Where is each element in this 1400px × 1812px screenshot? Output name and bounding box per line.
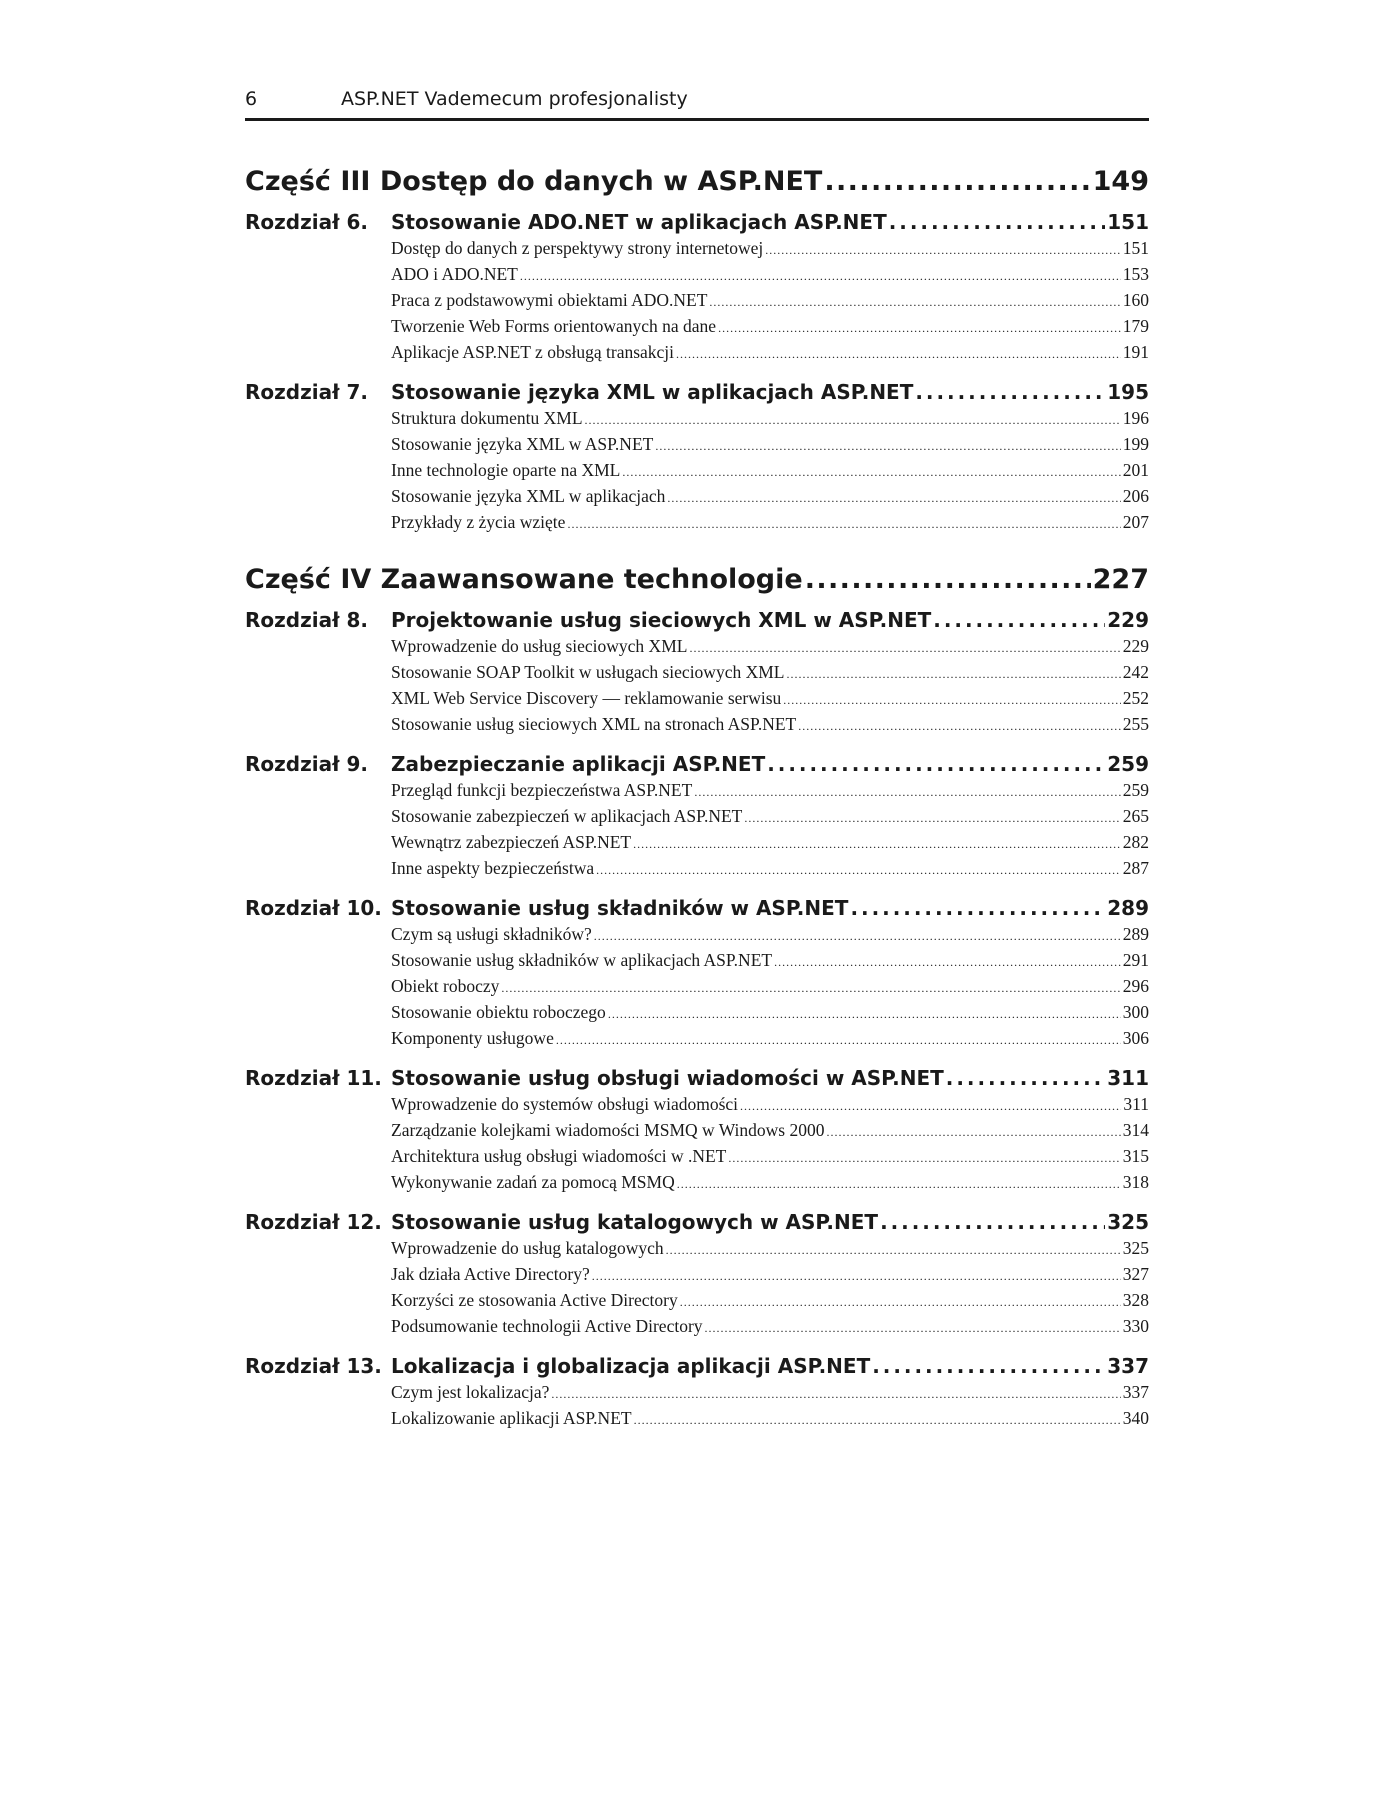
chapter-title: Projektowanie usług sieciowych XML w ASP.NET [391,608,932,632]
chapter-page: 325 [1107,1210,1149,1234]
toc-chapter [245,750,1149,882]
dot-leader [740,1094,1121,1118]
section-title: Stosowanie obiektu roboczego [391,1002,606,1022]
dot-leader [676,342,1121,366]
dot-leader [718,316,1121,340]
dot-leader [744,806,1120,830]
dot-leader [551,1382,1120,1406]
dot-leader [622,460,1120,484]
toc-section[interactable] [391,1314,1149,1340]
section-page: 160 [1122,290,1149,310]
chapter-title: Stosowanie usług katalogowych w ASP.NET [391,1210,879,1234]
section-page: 206 [1122,486,1149,506]
dot-leader [805,562,1091,598]
dot-leader [689,636,1120,660]
section-title: Wprowadzenie do usług sieciowych XML [391,636,688,656]
section-title: Komponenty usługowe [391,1028,554,1048]
dot-leader [596,858,1121,882]
toc-section[interactable] [391,1288,1149,1314]
section-title: Stosowanie języka XML w ASP.NET [391,434,654,454]
section-title: Przegląd funkcji bezpieczeństwa ASP.NET [391,780,693,800]
toc-section[interactable] [391,510,1149,536]
section-title: Inne aspekty bezpieczeństwa [391,858,595,878]
dot-leader [567,512,1120,536]
dot-leader [786,662,1120,686]
section-page: 300 [1122,1002,1149,1022]
page-number: 6 [245,88,258,110]
toc-section[interactable] [391,1406,1149,1432]
chapter-title-row[interactable] [391,208,1149,236]
section-page: 252 [1122,688,1149,708]
toc-section[interactable] [391,660,1149,686]
toc-section[interactable] [391,288,1149,314]
section-title: Stosowanie SOAP Toolkit w usługach sieciowych XML [391,662,785,682]
toc-section[interactable] [391,340,1149,366]
dot-leader [501,976,1120,1000]
section-page: 265 [1122,806,1149,826]
section-page: 337 [1122,1382,1149,1402]
part-title: Część III Dostęp do danych w ASP.NET [245,166,823,197]
toc-section[interactable] [391,1380,1149,1406]
toc-part[interactable] [245,164,1149,200]
toc-chapter [245,378,1149,536]
section-page: 327 [1122,1264,1149,1284]
toc-section[interactable] [391,974,1149,1000]
book-title: ASP.NET Vademecum profesjonalisty [341,88,688,110]
section-title: Stosowanie języka XML w aplikacjach [391,486,666,506]
toc-section[interactable] [391,484,1149,510]
dot-leader [850,894,1105,922]
dot-leader [946,1064,1105,1092]
section-title: Struktura dokumentu XML [391,408,583,428]
toc-section[interactable] [391,1236,1149,1262]
chapter-title: Zabezpieczanie aplikacji ASP.NET [391,752,766,776]
section-page: 330 [1122,1316,1149,1336]
part-page: 149 [1092,166,1149,197]
toc-section[interactable] [391,1170,1149,1196]
toc-section[interactable] [391,236,1149,262]
chapter-title: Lokalizacja i globalizacja aplikacji ASP.NET [391,1354,871,1378]
chapter-page: 289 [1107,896,1149,920]
section-page: 151 [1122,238,1149,258]
section-title: Wewnątrz zabezpieczeń ASP.NET [391,832,632,852]
chapter-label: Rozdział 11. [245,1066,382,1090]
toc-section[interactable] [391,948,1149,974]
dot-leader [728,1146,1120,1170]
dot-leader [594,924,1121,948]
part-title: Część IV Zaawansowane technologie [245,564,803,595]
chapter-title-row[interactable] [391,1208,1149,1236]
dot-leader [889,208,1106,236]
section-page: 207 [1122,512,1149,532]
chapter-label: Rozdział 13. [245,1354,382,1378]
dot-leader [774,950,1121,974]
section-page: 287 [1122,858,1149,878]
toc-section[interactable] [391,634,1149,660]
dot-leader [634,1408,1121,1432]
dot-leader [783,688,1120,712]
chapter-page: 229 [1107,608,1149,632]
toc-section[interactable] [391,1000,1149,1026]
dot-leader [705,1316,1121,1340]
dot-leader [826,1120,1120,1144]
section-page: 153 [1122,264,1149,284]
toc-section[interactable] [391,922,1149,948]
toc-section[interactable] [391,1144,1149,1170]
chapter-label: Rozdział 7. [245,380,368,404]
dot-leader [585,408,1121,432]
toc-section[interactable] [391,1026,1149,1052]
toc-chapter [245,208,1149,366]
chapter-label: Rozdział 8. [245,608,368,632]
toc-section[interactable] [391,778,1149,804]
dot-leader [633,832,1121,856]
dot-leader [933,606,1105,634]
section-title: Lokalizowanie aplikacji ASP.NET [391,1408,632,1428]
section-title: Inne technologie oparte na XML [391,460,621,480]
toc-section[interactable] [391,1262,1149,1288]
section-title: Tworzenie Web Forms orientowanych na dane [391,316,717,336]
section-title: Czym jest lokalizacja? [391,1382,550,1402]
toc-section[interactable] [391,406,1149,432]
section-page: 325 [1122,1238,1149,1258]
section-page: 306 [1122,1028,1149,1048]
section-page: 318 [1122,1172,1149,1192]
dot-leader [798,714,1121,738]
section-title: Obiekt roboczy [391,976,500,996]
chapter-title-row[interactable] [391,894,1149,922]
chapter-label: Rozdział 6. [245,210,368,234]
dot-leader [667,486,1120,510]
section-page: 289 [1122,924,1149,944]
dot-leader [915,378,1105,406]
chapter-title: Stosowanie języka XML w aplikacjach ASP.NET [391,380,914,404]
toc-section[interactable] [391,1118,1149,1144]
dot-leader [680,1290,1121,1314]
section-title: Jak działa Active Directory? [391,1264,590,1284]
section-page: 191 [1122,342,1149,362]
dot-leader [520,264,1121,288]
chapter-label: Rozdział 12. [245,1210,382,1234]
dot-leader [694,780,1120,804]
section-page: 179 [1122,316,1149,336]
toc-section[interactable] [391,712,1149,738]
toc-section[interactable] [391,1092,1149,1118]
toc-part[interactable] [245,562,1149,598]
dot-leader [556,1028,1121,1052]
dot-leader [608,1002,1121,1026]
section-page: 296 [1122,976,1149,996]
toc-chapter [245,606,1149,738]
section-title: Podsumowanie technologii Active Directory [391,1316,703,1336]
dot-leader [677,1172,1121,1196]
section-page: 291 [1122,950,1149,970]
section-page: 196 [1122,408,1149,428]
chapter-label: Rozdział 9. [245,752,368,776]
chapter-title-row[interactable] [391,606,1149,634]
section-title: Stosowanie usług składników w aplikacjach ASP.NET [391,950,773,970]
section-title: Dostęp do danych z perspektywy strony internetowej [391,238,764,258]
dot-leader [767,750,1105,778]
toc-section[interactable] [391,830,1149,856]
section-page: 242 [1122,662,1149,682]
toc-section[interactable] [391,804,1149,830]
chapter-page: 311 [1107,1066,1149,1090]
section-page: 311 [1123,1094,1149,1114]
chapter-title-row[interactable] [391,378,1149,406]
section-page: 315 [1122,1146,1149,1166]
toc-chapter [245,1208,1149,1340]
section-title: Przykłady z życia wzięte [391,512,566,532]
dot-leader [765,238,1120,262]
section-page: 340 [1122,1408,1149,1428]
toc-chapter [245,894,1149,1052]
chapter-page: 195 [1107,380,1149,404]
dot-leader [824,164,1090,200]
table-of-contents [245,164,1149,1432]
section-title: Zarządzanie kolejkami wiadomości MSMQ w Windows 2000 [391,1120,825,1140]
section-page: 199 [1122,434,1149,454]
dot-leader [666,1238,1121,1262]
section-page: 328 [1122,1290,1149,1310]
section-title: Stosowanie usług sieciowych XML na stronach ASP.NET [391,714,797,734]
toc-section[interactable] [391,686,1149,712]
toc-chapter [245,1064,1149,1196]
chapter-page: 151 [1107,210,1149,234]
chapter-title: Stosowanie usług składników w ASP.NET [391,896,849,920]
section-title: Architektura usług obsługi wiadomości w .NET [391,1146,727,1166]
toc-section[interactable] [391,458,1149,484]
dot-leader [872,1352,1105,1380]
chapter-title: Stosowanie ADO.NET w aplikacjach ASP.NET [391,210,887,234]
section-page: 259 [1122,780,1149,800]
chapter-title-row[interactable] [391,1352,1149,1380]
toc-section[interactable] [391,856,1149,882]
section-title: Korzyści ze stosowania Active Directory [391,1290,678,1310]
section-page: 255 [1122,714,1149,734]
section-title: Wykonywanie zadań za pomocą MSMQ [391,1172,675,1192]
dot-leader [709,290,1120,314]
chapter-page: 259 [1107,752,1149,776]
section-page: 229 [1122,636,1149,656]
section-title: Czym są usługi składników? [391,924,592,944]
dot-leader [592,1264,1121,1288]
dot-leader [655,434,1120,458]
section-page: 314 [1122,1120,1149,1140]
section-title: Aplikacje ASP.NET z obsługą transakcji [391,342,675,362]
section-title: Wprowadzenie do usług katalogowych [391,1238,664,1258]
section-title: Praca z podstawowymi obiektami ADO.NET [391,290,708,310]
toc-section[interactable] [391,314,1149,340]
section-title: ADO i ADO.NET [391,264,518,284]
chapter-title-row[interactable] [391,1064,1149,1092]
toc-section[interactable] [391,432,1149,458]
section-title: XML Web Service Discovery — reklamowanie serwisu [391,688,782,708]
running-header [245,84,1149,121]
section-title: Stosowanie zabezpieczeń w aplikacjach ASP.NET [391,806,743,826]
toc-chapter [245,1352,1149,1432]
chapter-title-row[interactable] [391,750,1149,778]
dot-leader [880,1208,1105,1236]
section-page: 201 [1122,460,1149,480]
chapter-page: 337 [1107,1354,1149,1378]
toc-section[interactable] [391,262,1149,288]
section-page: 282 [1122,832,1149,852]
section-title: Wprowadzenie do systemów obsługi wiadomości [391,1094,739,1114]
chapter-label: Rozdział 10. [245,896,382,920]
part-page: 227 [1092,564,1149,595]
chapter-title: Stosowanie usług obsługi wiadomości w ASP.NET [391,1066,944,1090]
